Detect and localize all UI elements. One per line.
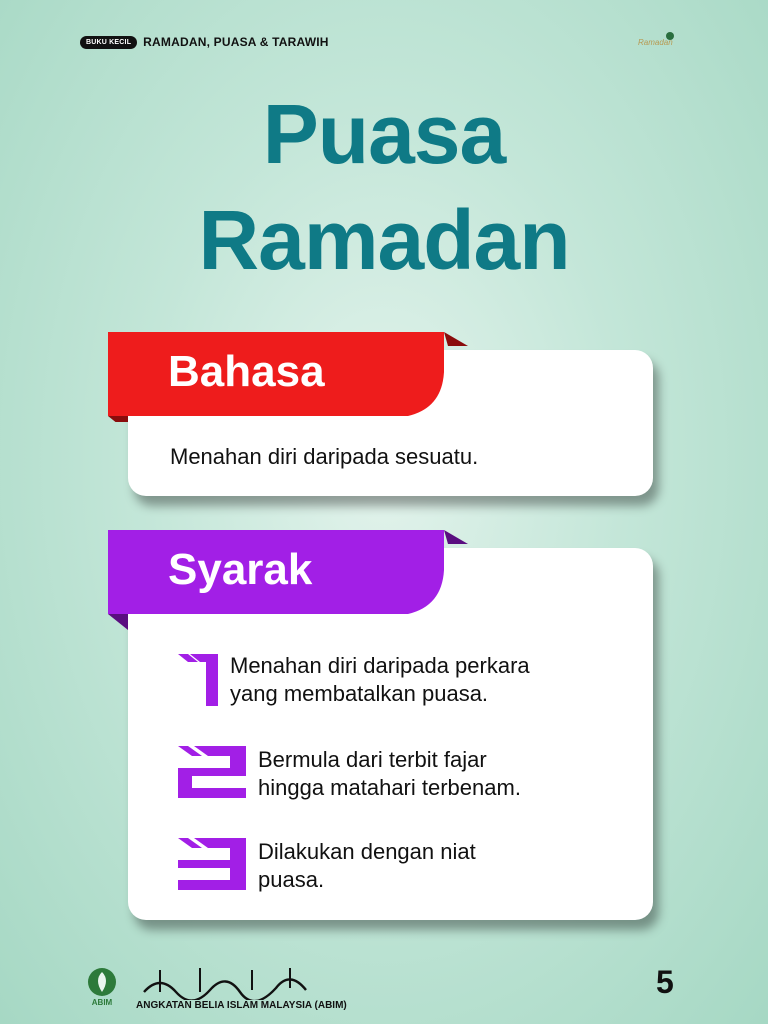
ramadan-logo-icon bbox=[612, 22, 684, 74]
page-number: 5 bbox=[656, 964, 674, 1000]
booklet-badge: BUKU KECIL bbox=[80, 36, 137, 49]
bahasa-ribbon bbox=[108, 332, 468, 422]
abim-abbrev: ABIM bbox=[91, 998, 113, 1007]
number-1-icon bbox=[178, 654, 220, 711]
syarak-item-1 bbox=[230, 652, 530, 708]
syarak-item-3-line1: Dilakukan dengan niat bbox=[258, 839, 476, 864]
header-bar bbox=[80, 35, 329, 49]
syarak-item-2 bbox=[258, 746, 521, 802]
booklet-title: RAMADAN, PUASA & TARAWIH bbox=[143, 35, 329, 49]
syarak-ribbon bbox=[108, 530, 468, 620]
bahasa-definition: Menahan diri daripada sesuatu. bbox=[170, 444, 479, 469]
syarak-item-1-line1: Menahan diri daripada perkara bbox=[230, 653, 530, 678]
page-title-line1: Puasa bbox=[262, 87, 506, 181]
syarak-item-2-line1: Bermula dari terbit fajar bbox=[258, 747, 487, 772]
logo-text: Ramadan bbox=[638, 38, 673, 47]
number-3-icon bbox=[178, 838, 246, 895]
syarak-item-3 bbox=[258, 838, 476, 894]
abim-logo-icon bbox=[86, 966, 118, 1010]
number-2-icon bbox=[178, 746, 246, 803]
syarak-item-2-line2: hingga matahari terbenam. bbox=[258, 775, 521, 800]
org-name: ANGKATAN BELIA ISLAM MALAYSIA (ABIM) bbox=[136, 1000, 347, 1011]
syarak-label: Syarak bbox=[168, 545, 313, 594]
bahasa-label: Bahasa bbox=[168, 347, 325, 396]
syarak-item-1-line2: yang membatalkan puasa. bbox=[230, 681, 489, 706]
page-title-line2: Ramadan bbox=[198, 193, 570, 287]
syarak-item-3-line2: puasa. bbox=[258, 867, 325, 892]
